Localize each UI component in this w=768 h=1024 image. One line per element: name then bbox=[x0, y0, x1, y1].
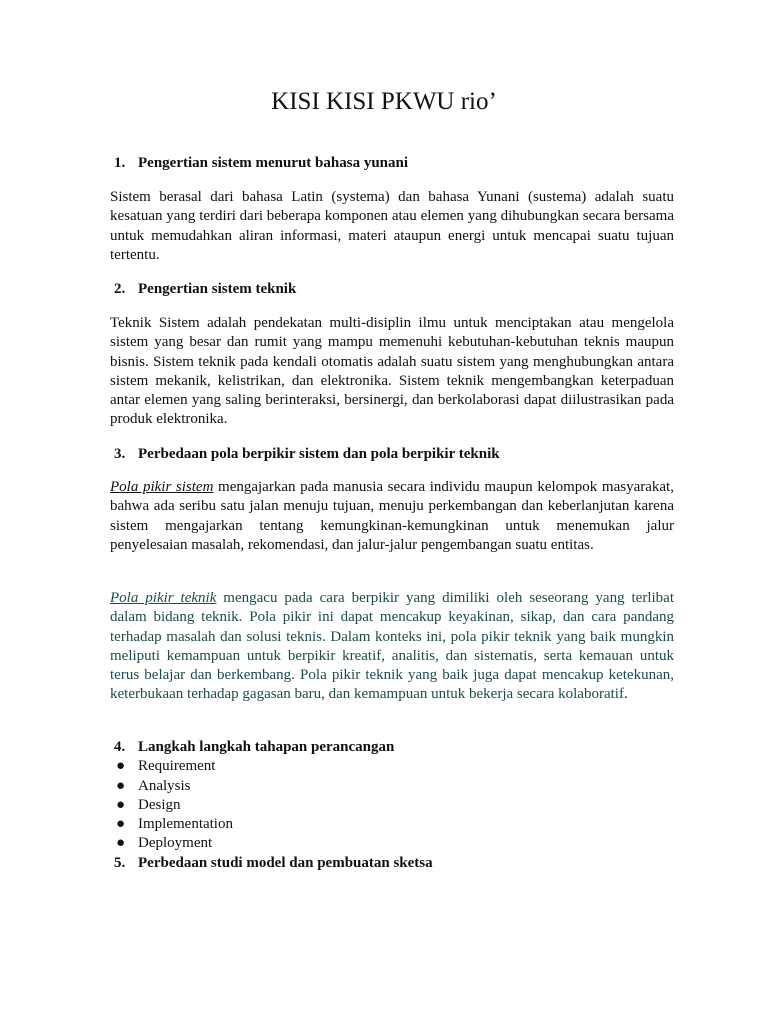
section-3-title: Perbedaan pola berpikir sistem dan pola berpikir teknik bbox=[138, 446, 500, 462]
pola-pikir-sistem-link[interactable]: Pola pikir sistem bbox=[110, 479, 214, 495]
bullet-text: Analysis bbox=[138, 777, 191, 794]
bullet-icon: ● bbox=[116, 796, 126, 813]
section-2-heading bbox=[114, 279, 296, 299]
list-item-5-number: 5. bbox=[114, 854, 126, 871]
list-item bbox=[114, 834, 433, 853]
section-3-paragraph-b bbox=[110, 589, 674, 705]
section-1-paragraph: Sistem berasal dari bahasa Latin (systema) dan bahasa Yunani (sustema) adalah suatu kesatuan yang terdiri dari beberapa komponen atau elemen yang dihubungkan secara bersama untuk memudahkan aliran informasi, materi ataupun energi untuk mencapai suatu tujuan tertentu. bbox=[110, 189, 674, 263]
list-item bbox=[114, 815, 433, 834]
document-title: KISI KISI PKWU rio’ bbox=[271, 88, 497, 115]
section-3-heading bbox=[114, 444, 500, 464]
paragraph-a-text: mengajarkan pada manusia secara individu maupun kelompok masyarakat, bahwa ada seribu satu jalan menuju tujuan, menuju perkembangan dan keberlanjutan karena sistem mengajarkan tentang kemungkinan-kemungkinan untuk menemukan jalur penyelesaian masalah, rekomendasi, dan jalur-jalur pengembangan suatu entitas. bbox=[110, 479, 674, 553]
section-1-heading bbox=[114, 153, 408, 173]
list-item bbox=[114, 796, 433, 815]
list-item-5-heading: Perbedaan studi model dan pembuatan sketsa bbox=[138, 854, 433, 871]
pola-pikir-teknik-link[interactable]: Pola pikir teknik bbox=[110, 590, 217, 606]
list-item-5 bbox=[114, 854, 433, 873]
list-item bbox=[114, 757, 433, 776]
section-2-number: 2. bbox=[114, 281, 126, 297]
bullet-icon: ● bbox=[116, 777, 126, 794]
bullet-text: Requirement bbox=[138, 758, 216, 775]
list-item-4 bbox=[114, 738, 433, 757]
list-item bbox=[114, 777, 433, 796]
list-item-4-number: 4. bbox=[114, 739, 126, 755]
section-1-number: 1. bbox=[114, 155, 126, 171]
bullet-text: Deployment bbox=[138, 835, 213, 852]
section-1-title: Pengertian sistem menurut bahasa yunani bbox=[138, 155, 409, 171]
list-item-4-heading: Langkah langkah tahapan perancangan bbox=[138, 739, 395, 755]
bullet-icon: ● bbox=[116, 816, 126, 833]
bullet-text: Design bbox=[138, 796, 181, 813]
bullet-icon: ● bbox=[116, 835, 126, 852]
bullet-icon: ● bbox=[116, 758, 126, 775]
section-2-paragraph: Teknik Sistem adalah pendekatan multi-disiplin ilmu untuk menciptakan atau mengelola sistem yang besar dan rumit yang mampu memenuhi kebutuhan-kebutuhan teknis maupun bisnis. Sistem teknik pada kendali otomatis adalah suatu sistem yang menghubungkan antara sistem mekanik, kelistrikan, dan elektronika. Sistem teknik mengembangkan keterpaduan antar elemen yang saling berinteraksi, bersinergi, dan berkolaborasi dapat diilustrasikan pada produk elektronika. bbox=[110, 315, 674, 428]
section-3-number: 3. bbox=[114, 446, 126, 462]
section-2-title: Pengertian sistem teknik bbox=[138, 281, 297, 297]
steps-list bbox=[114, 738, 433, 873]
paragraph-b-end: . bbox=[623, 686, 628, 703]
bullet-text: Implementation bbox=[138, 816, 233, 833]
paragraph-b-text: mengacu pada cara berpikir yang dimiliki oleh seseorang yang terlibat dalam bidang teknik. Pola pikir ini dapat mencakup keyakinan, sikap, dan cara pandang terhadap masalah dan solusi teknis. Dalam konteks ini, pola pikir teknik yang baik mungkin meliputi kemampuan untuk berpikir kreatif, analitis, dan sistematis, serta kemauan untuk terus belajar dan berkembang. Pola pikir teknik yang baik juga dapat mencakup ketekunan, keterbukaan terhadap gagasan baru, dan kemampuan untuk bekerja secara kolaboratif bbox=[110, 590, 674, 703]
section-3-paragraph-a bbox=[110, 478, 674, 555]
